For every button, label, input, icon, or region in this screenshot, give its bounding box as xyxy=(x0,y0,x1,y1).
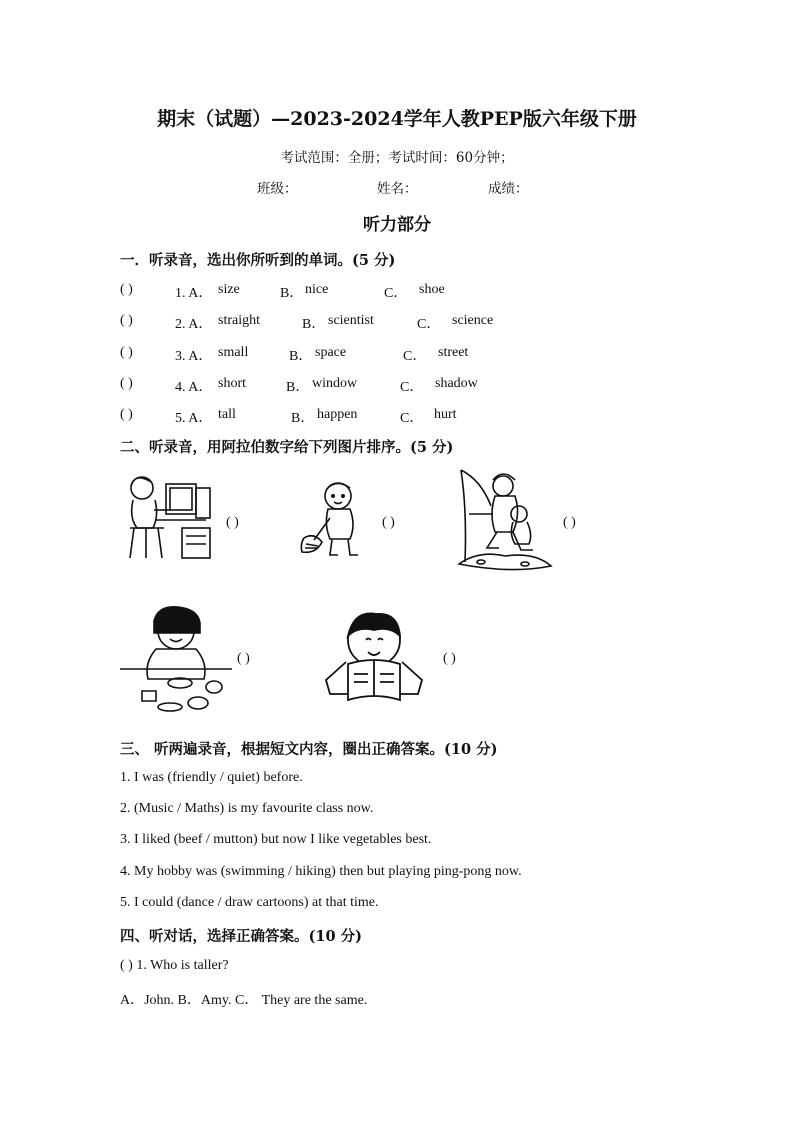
picture2-blank: ( ) xyxy=(382,515,395,530)
part1-q2-num: 2. A． xyxy=(175,317,213,332)
listening-heading: 听力部分 xyxy=(363,215,431,235)
part1-q3-a: small xyxy=(218,345,249,360)
picture5-blank: ( ) xyxy=(443,651,456,666)
part3-title: 三、 听两遍录音，根据短文内容，圈出正确答案。(10 分) xyxy=(120,741,498,758)
part1-q1-c-label: C． xyxy=(384,286,408,301)
part3-item-3: 3. I liked (beef / mutton) but now I like vegetables best. xyxy=(120,832,432,847)
part1-q4-b: window xyxy=(312,376,358,391)
part1-q1-b: nice xyxy=(305,282,329,297)
computer-girl-icon xyxy=(120,470,218,562)
part4-q1-options: A．John. B．Amy. C． They are the same. xyxy=(120,993,368,1008)
part1-q3-c: street xyxy=(438,345,469,360)
exam-info: 考试范围：全册；考试时间：60分钟； xyxy=(280,150,514,166)
part1-q1-a: size xyxy=(218,282,240,297)
part3-item-2: 2. (Music / Maths) is my favourite class now. xyxy=(120,801,374,816)
part1-q3-bracket: ( ) xyxy=(120,345,133,360)
part1-q5-b-label: B． xyxy=(291,411,315,426)
part2-title: 二、听录音，用阿拉伯数字给下列图片排序。(5 分) xyxy=(120,439,454,456)
part1-q1-num: 1. A． xyxy=(175,286,213,301)
part1-q4-b-label: B． xyxy=(286,380,310,395)
part1-q3-c-label: C． xyxy=(403,349,427,364)
sweeping-boy-icon xyxy=(300,478,372,562)
part1-q2-b-label: B． xyxy=(302,317,326,332)
picture3-blank: ( ) xyxy=(563,515,576,530)
part1-q5-num: 5. A． xyxy=(175,411,213,426)
part1-q1-b-label: B． xyxy=(280,286,304,301)
part1-title: 一．听录音，选出你所听到的单词。(5 分) xyxy=(120,252,396,269)
part1-q2-bracket: ( ) xyxy=(120,313,133,328)
part3-item-4: 4. My hobby was (swimming / hiking) then but playing ping-pong now. xyxy=(120,864,522,879)
part1-q4-bracket: ( ) xyxy=(120,376,133,391)
page-title: 期末（试题）—2023-2024学年人教PEP版六年级下册 xyxy=(157,108,637,130)
part1-q1-c: shoe xyxy=(419,282,445,297)
part3-item-1: 1. I was (friendly / quiet) before. xyxy=(120,770,303,785)
part1-q3-b: space xyxy=(315,345,347,360)
part1-q2-c: science xyxy=(452,313,494,328)
score-label: 成绩： xyxy=(488,181,529,197)
picture4-blank: ( ) xyxy=(237,651,250,666)
part4-q1: ( ) 1. Who is taller? xyxy=(120,958,229,973)
part1-q4-c: shadow xyxy=(435,376,478,391)
part1-q4-num: 4. A． xyxy=(175,380,213,395)
part1-q4-a: short xyxy=(218,376,246,391)
part1-q1-bracket: ( ) xyxy=(120,282,133,297)
part1-q5-c: hurt xyxy=(434,407,457,422)
part1-q5-b: happen xyxy=(317,407,358,422)
part1-q2-c-label: C． xyxy=(417,317,441,332)
part1-q5-c-label: C． xyxy=(400,411,424,426)
part1-q3-b-label: B． xyxy=(289,349,313,364)
part1-q5-bracket: ( ) xyxy=(120,407,133,422)
reading-boy-icon xyxy=(318,610,428,706)
part1-q4-c-label: C． xyxy=(400,380,424,395)
part4-title: 四、听对话，选择正确答案。(10 分) xyxy=(120,928,362,945)
part1-q2-b: scientist xyxy=(328,313,374,328)
part3-item-5: 5. I could (dance / draw cartoons) at that time. xyxy=(120,895,379,910)
fishing-family-icon xyxy=(457,466,553,576)
part1-q3-num: 3. A． xyxy=(175,349,213,364)
picture1-blank: ( ) xyxy=(226,515,239,530)
name-label: 姓名： xyxy=(377,181,418,197)
part1-q5-a: tall xyxy=(218,407,236,422)
class-label: 班级： xyxy=(257,181,298,197)
part1-q2-a: straight xyxy=(218,313,260,328)
eating-boy-icon xyxy=(120,603,232,713)
